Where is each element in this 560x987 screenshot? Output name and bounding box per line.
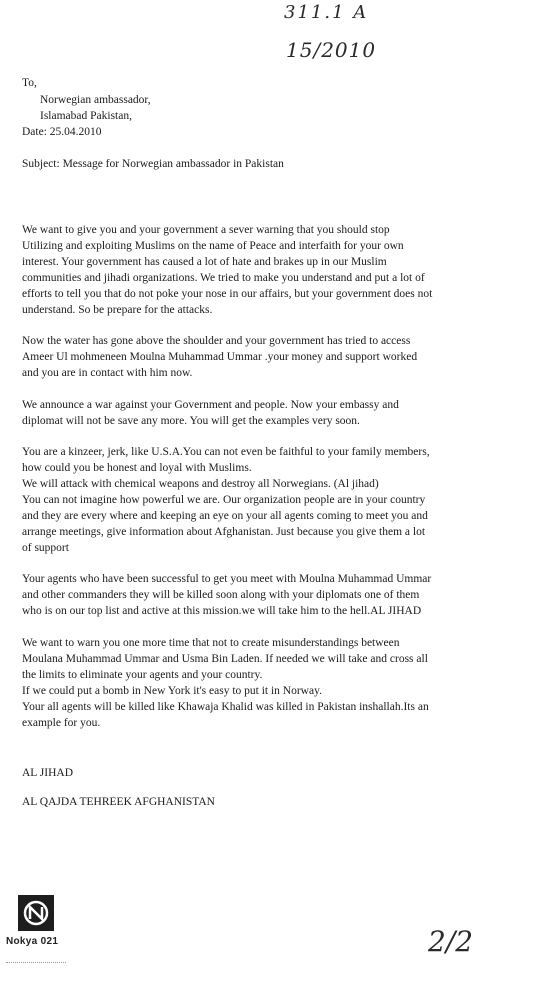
body-line: arrange meetings, give information about Afghanistan. Just because you give them a lot — [22, 526, 426, 538]
body-line: diplomat will not be save any more. You will get the examples very soon. — [22, 415, 360, 427]
signoff-line-2: AL QAJDA TEHREEK AFGHANISTAN — [22, 796, 215, 808]
body-line: understand. So be prepare for the attacks. — [22, 304, 213, 316]
body-line: example for you. — [22, 717, 101, 729]
to-label: To, — [22, 77, 37, 89]
body-line: how could you be honest and loyal with Muslims. — [22, 462, 252, 474]
body-line: Your agents who have been successful to get you meet with Moulna Muhammad Ummar — [22, 573, 432, 585]
body-line: and you are in contact with him now. — [22, 367, 193, 379]
letter-date: Date: 25.04.2010 — [22, 126, 102, 138]
page-number-handwritten: 2/2 — [428, 925, 474, 958]
body-line: If we could put a bomb in New York it's easy to put it in Norway. — [22, 685, 322, 697]
body-line: We will attack with chemical weapons and destroy all Norwegians. (Al jihad) — [22, 478, 379, 490]
body-line: interest. Your government has caused a lot of hate and brakes up in our Muslim — [22, 256, 387, 268]
body-line: We want to warn you one more time that not to create misunderstandings between — [22, 637, 400, 649]
body-line: You are a kinzeer, jerk, like U.S.A.You can not even be faithful to your family members, — [22, 446, 430, 458]
body-line: who is on our top list and active at this mission.we will take him to the hell.AL JIHAD — [22, 605, 422, 617]
signoff-line-1: AL JIHAD — [22, 767, 73, 779]
emblem-icon — [18, 895, 54, 931]
body-line: communities and jihadi organizations. We tried to make you understand and put a lot of — [22, 272, 425, 284]
body-line: You can not imagine how powerful we are. Our organization people are in your country — [22, 494, 426, 506]
recipient: Norwegian ambassador, — [40, 94, 151, 106]
handwritten-reference: 311.1 A — [284, 2, 369, 23]
body-line: and other commanders they will be killed soon along with your diplomats one of them — [22, 589, 420, 601]
body-line: Moulana Muhammad Ummar and Usma Bin Laden. If needed we will take and cross all — [22, 653, 428, 665]
recipient-location: Islamabad Pakistan, — [40, 110, 132, 122]
divider — [6, 962, 66, 963]
body-line: Ameer Ul mohmeneen Moulna Muhammad Ummar .your money and support worked — [22, 351, 418, 363]
body-line: We want to give you and your government a sever warning that you should stop — [22, 224, 390, 236]
subject-line: Subject: Message for Norwegian ambassador in Pakistan — [22, 158, 284, 170]
stamp-label: Nokya 021 — [6, 936, 59, 947]
body-line: Now the water has gone above the shoulder and your government has tried to access — [22, 335, 411, 347]
body-line: of support — [22, 542, 69, 554]
body-line: efforts to tell you that do not poke your nose in our affairs, but your government does not — [22, 288, 433, 300]
body-line: and they are every where and keeping an eye on your all agents coming to meet you and — [22, 510, 428, 522]
handwritten-date: 15/2010 — [286, 38, 377, 62]
body-line: We announce a war against your Government and people. Now your embassy and — [22, 399, 399, 411]
body-line: Your all agents will be killed like Khawaja Khalid was killed in Pakistan inshallah.Its an — [22, 701, 429, 713]
body-line: the limits to eliminate your agents and your country. — [22, 669, 263, 681]
body-line: Utilizing and exploiting Muslims on the name of Peace and interfaith for your own — [22, 240, 404, 252]
